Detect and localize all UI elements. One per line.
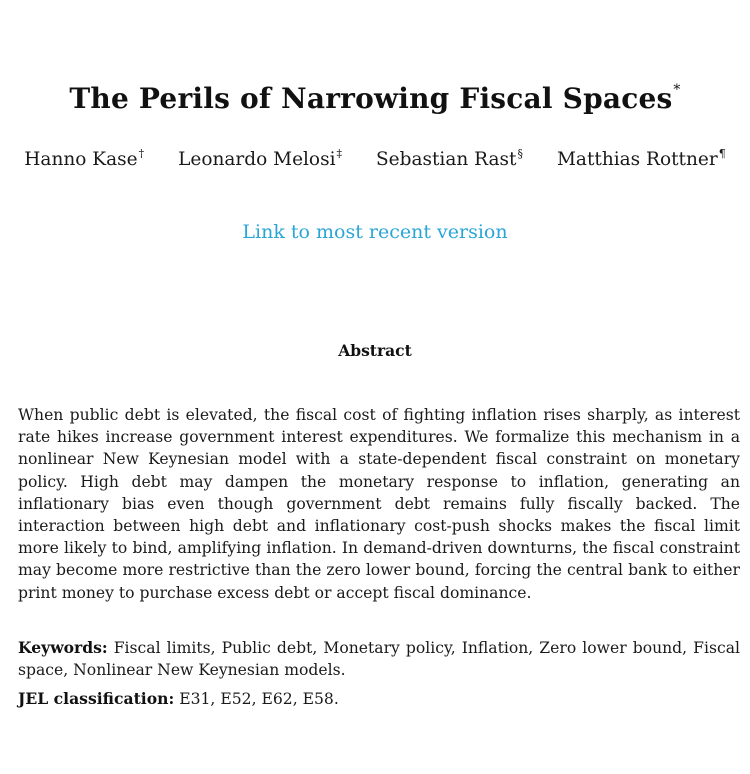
author-list: [0, 147, 750, 170]
keywords-text: Fiscal limits, Public debt, Monetary policy, Inflation, Zero lower bound, Fiscal space, Nonlinear New Keynesian models.: [18, 639, 740, 680]
paper-title: [0, 82, 750, 115]
author-footnote-mark[interactable]: §: [517, 147, 523, 160]
abstract-heading: Abstract: [338, 341, 412, 360]
recent-version-link[interactable]: Link to most recent version: [242, 221, 508, 243]
author-footnote-mark[interactable]: ¶: [718, 147, 726, 160]
author-rottner: [557, 147, 726, 170]
author-kase: [24, 147, 144, 170]
jel-label: JEL classification:: [18, 689, 175, 708]
author-footnote-mark[interactable]: †: [138, 147, 145, 160]
author-name: Sebastian Rast: [376, 149, 517, 170]
author-name: Matthias Rottner: [556, 149, 718, 170]
paper-title-text: The Perils of Narrowing Fiscal Spaces: [69, 82, 673, 115]
author-name: Leonardo Melosi: [178, 149, 336, 170]
title-footnote-mark[interactable]: *: [673, 82, 681, 98]
author-rast: [376, 147, 523, 170]
author-melosi: [178, 147, 342, 170]
author-name: Hanno Kase: [24, 149, 138, 170]
keywords-label: Keywords:: [18, 638, 108, 657]
jel-section: [18, 688, 740, 710]
keywords-section: [18, 637, 740, 681]
jel-text: E31, E52, E62, E58.: [179, 690, 339, 708]
author-footnote-mark[interactable]: ‡: [336, 147, 342, 160]
abstract-text: When public debt is elevated, the fiscal cost of fighting inflation rises sharply, as interest rate hikes increase government interest expenditures. We formalize this mechanism in a nonlinear New Keynesian model with a state-dependent fiscal constraint on monetary policy. High debt may dampen the monetary response to inflation, generating an inflationary bias even though government debt remains fully fiscally backed. The interaction between high debt and inflationary cost-push shocks makes the fiscal limit more likely to bind, amplifying inflation. In demand-driven downturns, the fiscal constraint may become more restrictive than the zero lower bound, forcing the central bank to either print money to purchase excess debt or accept fiscal dominance.: [18, 406, 740, 602]
